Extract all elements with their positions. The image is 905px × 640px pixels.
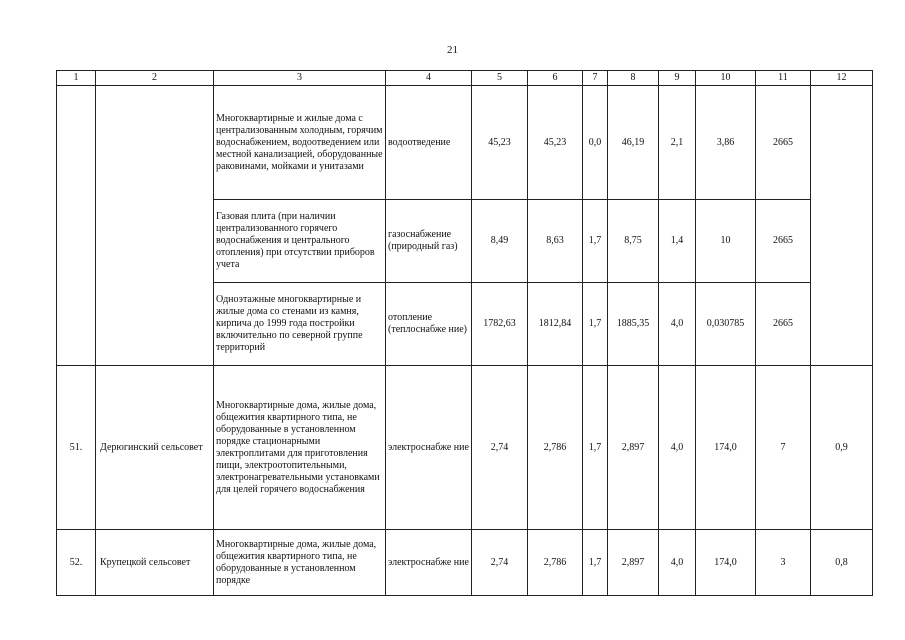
municipality-name: Дерюгинский сельсовет bbox=[96, 366, 214, 530]
value-col8: 1885,35 bbox=[608, 283, 659, 366]
value-col9: 2,1 bbox=[659, 86, 696, 200]
service-type: водоотведение bbox=[386, 86, 472, 200]
value-col6: 45,23 bbox=[528, 86, 583, 200]
value-col8: 2,897 bbox=[608, 530, 659, 596]
value-col12: 0,9 bbox=[811, 366, 873, 530]
header-cell: 11 bbox=[756, 71, 811, 86]
header-cell: 10 bbox=[696, 71, 756, 86]
header-cell: 7 bbox=[583, 71, 608, 86]
header-cell: 6 bbox=[528, 71, 583, 86]
value-col11: 3 bbox=[756, 530, 811, 596]
housing-description: Многоквартирные и жилые дома с централизованным холодным, горячим водоснабжением, водоотведением или местной канализацией, оборудованные раковинами, мойками и унитазами bbox=[214, 86, 386, 200]
table-row bbox=[57, 86, 873, 200]
value-col10: 174,0 bbox=[696, 366, 756, 530]
service-type: электроснабже ние bbox=[386, 530, 472, 596]
row-number: 52. bbox=[57, 530, 96, 596]
value-col5: 8,49 bbox=[472, 200, 528, 283]
value-col9: 1,4 bbox=[659, 200, 696, 283]
page-number: 21 bbox=[447, 44, 458, 56]
value-col6: 8,63 bbox=[528, 200, 583, 283]
value-col5: 1782,63 bbox=[472, 283, 528, 366]
value-col8: 46,19 bbox=[608, 86, 659, 200]
service-type: электроснабже ние bbox=[386, 366, 472, 530]
value-col10: 0,030785 bbox=[696, 283, 756, 366]
municipality-name: Крупецкой сельсовет bbox=[96, 530, 214, 596]
value-col6: 2,786 bbox=[528, 530, 583, 596]
row-number: 51. bbox=[57, 366, 96, 530]
header-cell: 8 bbox=[608, 71, 659, 86]
value-col11: 2665 bbox=[756, 283, 811, 366]
value-col6: 2,786 bbox=[528, 366, 583, 530]
tariff-table bbox=[56, 70, 873, 596]
header-cell: 2 bbox=[96, 71, 214, 86]
value-col9: 4,0 bbox=[659, 283, 696, 366]
header-cell: 1 bbox=[57, 71, 96, 86]
table-row bbox=[57, 366, 873, 530]
value-col8: 2,897 bbox=[608, 366, 659, 530]
header-cell: 9 bbox=[659, 71, 696, 86]
value-col7: 1,7 bbox=[583, 366, 608, 530]
value-col11: 2665 bbox=[756, 86, 811, 200]
value-col9: 4,0 bbox=[659, 366, 696, 530]
housing-description: Одноэтажные многоквартирные и жилые дома со стенами из камня, кирпича до 1999 года постройки включительно по северной группе территорий bbox=[214, 283, 386, 366]
value-col10: 174,0 bbox=[696, 530, 756, 596]
value-col10: 10 bbox=[696, 200, 756, 283]
header-cell: 5 bbox=[472, 71, 528, 86]
value-col5: 2,74 bbox=[472, 366, 528, 530]
value-col5: 2,74 bbox=[472, 530, 528, 596]
value-col10: 3,86 bbox=[696, 86, 756, 200]
row-number bbox=[57, 86, 96, 366]
value-col6: 1812,84 bbox=[528, 283, 583, 366]
header-cell: 12 bbox=[811, 71, 873, 86]
municipality-name bbox=[96, 86, 214, 366]
service-type: отопление (теплоснабже ние) bbox=[386, 283, 472, 366]
value-col8: 8,75 bbox=[608, 200, 659, 283]
housing-description: Газовая плита (при наличии централизованного горячего водоснабжения и центрального отопления) при отсутствии приборов учета bbox=[214, 200, 386, 283]
value-col12: 0,8 bbox=[811, 530, 873, 596]
value-col7: 1,7 bbox=[583, 200, 608, 283]
housing-description: Многоквартирные дома, жилые дома, общежития квартирного типа, не оборудованные в установленном порядке bbox=[214, 530, 386, 596]
value-col7: 0,0 bbox=[583, 86, 608, 200]
service-type: газоснабжение (природный газ) bbox=[386, 200, 472, 283]
table-row bbox=[57, 530, 873, 596]
value-col7: 1,7 bbox=[583, 530, 608, 596]
value-col9: 4,0 bbox=[659, 530, 696, 596]
header-cell: 4 bbox=[386, 71, 472, 86]
value-col11: 7 bbox=[756, 366, 811, 530]
header-cell: 3 bbox=[214, 71, 386, 86]
value-col5: 45,23 bbox=[472, 86, 528, 200]
value-col11: 2665 bbox=[756, 200, 811, 283]
header-row bbox=[57, 71, 873, 86]
housing-description: Многоквартирные дома, жилые дома, общежития квартирного типа, не оборудованные в установленном порядке стационарными электроплитами для приготовления пищи, электроотопительными, электронагревательными установками для целей горячего водоснабжения bbox=[214, 366, 386, 530]
value-col12 bbox=[811, 86, 873, 366]
value-col7: 1,7 bbox=[583, 283, 608, 366]
